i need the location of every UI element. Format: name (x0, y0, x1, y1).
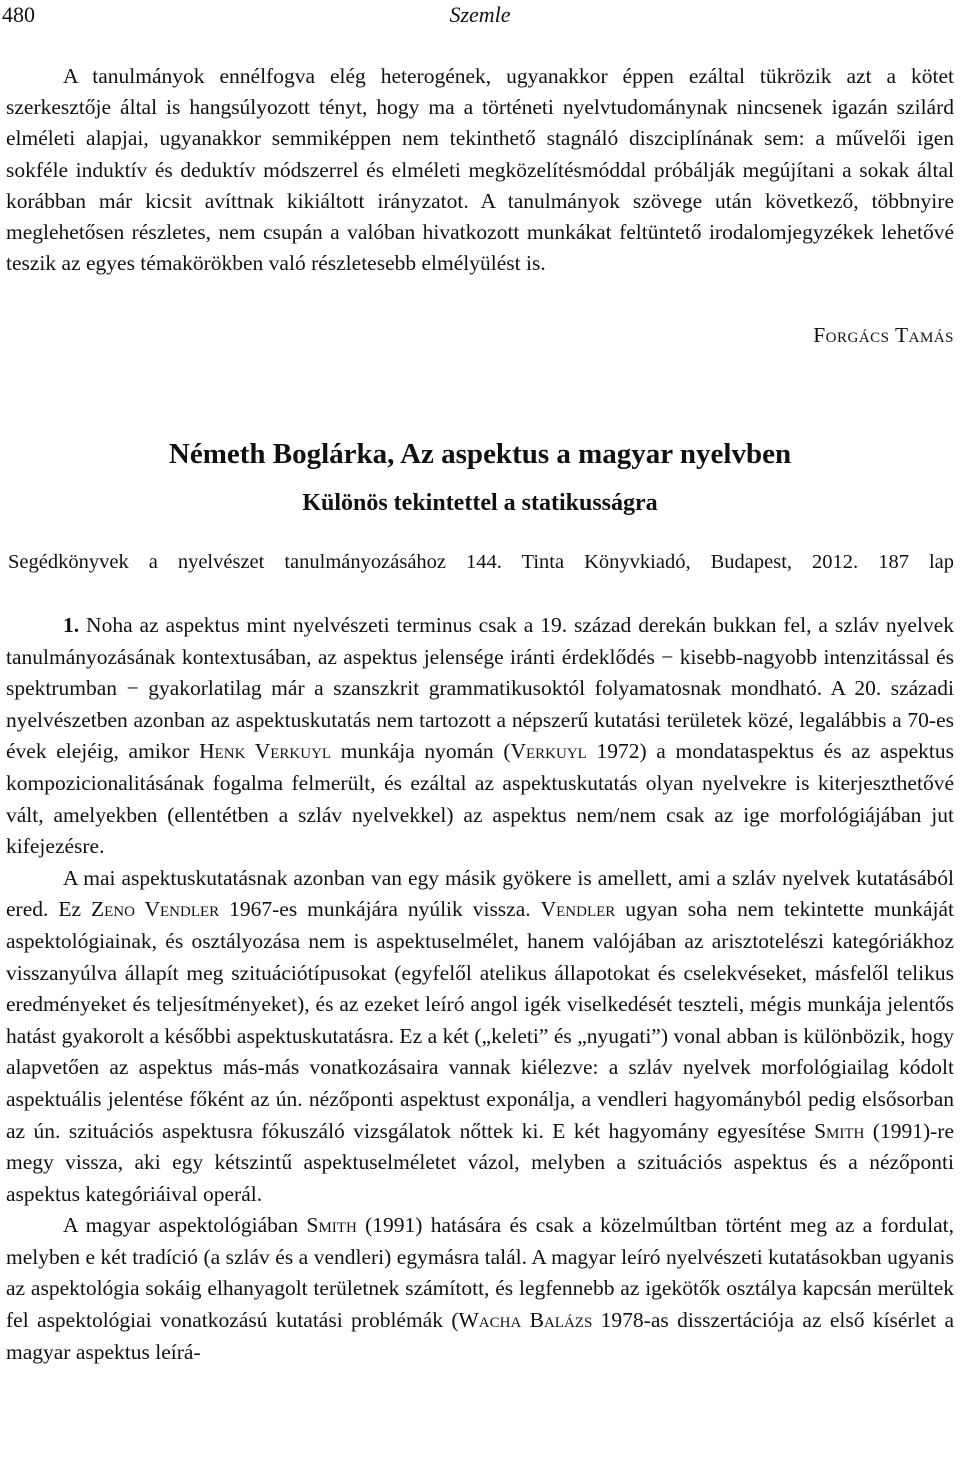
page-header (0, 0, 960, 30)
author-name: Vendler (540, 897, 616, 922)
reviewer-signature: Forgács Tamás (813, 323, 954, 347)
text-run: munkája nyomán ( (331, 739, 511, 764)
author-name: Smith (306, 1213, 357, 1238)
author-name: Smith (814, 1118, 865, 1143)
previous-review-paragraph: A tanulmányok ennélfogva elég heterogének, ugyanakkor éppen ezáltal tükrözik azt a kötet szerkesztője által is hangsúlyozott tényt, hogy ma a történeti nyelvtudománynak nincsenek igazán szilárd elméleti alapjai, ugyanakkor semmiképpen nem tekinthető stagnáló diszciplínának sem: a művelői igen sokféle induktív és deduktív módszerrel és elméleti megközelítésmóddal próbálják megújítani a sokak által korábban már kicsit avíttnak kikiáltott irányzatot. A tanulmányok szövege után következő, többnyire meglehetősen részletes, nem csupán a valóban hivatkozott munkákat feltüntető irodalomjegyzékek lehetővé teszik az egyes témakörökben való részletesebb elmélyülést is. (6, 64, 954, 276)
author-name: Zeno Vendler (90, 897, 220, 922)
text-run: ugyan soha nem tekintette munkáját aspektológiainak, és osztályozása nem is aspektuselmélet, hanem valójában az arisztotelészi kategóriákhoz visszanyúlva állapít meg szituációtípusokat (egyfelől atelikus állapotokat és cselekvéseket, másfelől telikus eredményeket és teljesítményeket), és az ezeket leíró angol igék viselkedését teszteli, mégis munkája jelentős hatást gyakorolt a későbbi aspektuskutatásra. Ez a két („keleti” és „nyugati”) vonal abban is különbözik, hogy alapvetően az aspektus más-más vonatkozásaira vannak kiélezve: a szláv nyelvek morfológiailag kódolt aspektuális jelentése főként az ún. nézőponti aspektust exponálja, a vendleri hagyományból pedig elsősorban az ún. szituációs aspektusra fókuszáló vizsgálatok nőttek ki. E két hagyomány egyesítése (6, 897, 954, 1143)
text-run: 1972) a mondataspektus és az aspektus kompozicionalitásának fogalma felmerült, és ezáltal az aspektuskutatás olyan nyelvekre is kiterjeszthetővé vált, amelyekben (ellentétben a szláv nyelvekkel) az aspektus nem/nem csak az ige morfológiájában jut kifejezésre. (6, 739, 954, 859)
text-run: (1991) hatására és csak a közelmúltban történt meg az a fordulat, melyben e két tradíció (a szláv és a vendleri) egymásra talál. A magyar leíró nyelvészeti kutatásokban ugyanis az aspektológia sokáig elhanyagolt területnek számított, és legfennebb az igekötők osztálya kapcsán merültek fel aspektológiai vonatkozású kutatási problémák ( (6, 1213, 954, 1333)
bibliographic-line: Segédkönyvek a nyelvészet tanulmányozásához 144. Tinta Könyvkiadó, Budapest, 2012. 187 lap (8, 551, 954, 573)
page-number: 480 (2, 2, 35, 27)
author-name: Verkuyl (510, 739, 587, 764)
author-name: Henk Verkuyl (199, 739, 332, 764)
text-run: (1991)-re megy vissza, aki egy kétszintű aspektuselméletet vázol, melyben a szituációs aspektus és a nézőponti aspektus kategóriáival operál. (6, 1118, 954, 1206)
text-run: A mai aspektuskutatásnak azonban van egy másik gyökere is amellett, ami a szláv nyelvek kutatásából ered. Ez (6, 865, 954, 922)
section-number: 1. (63, 613, 80, 637)
running-head: Szemle (449, 2, 511, 27)
text-run: 1967-es munkájára nyúlik vissza. (219, 897, 541, 922)
review-title: Németh Boglárka, Az aspektus a magyar nyelvben (168, 438, 792, 470)
text-run: 1978-as disszertációja az első kísérlet a magyar aspektus leírá- (6, 1308, 954, 1364)
review-subtitle: Különös tekintettel a statikusságra (302, 490, 658, 516)
body-paragraph-1 (6, 610, 954, 863)
text-run: Noha az aspektus mint nyelvészeti terminus csak a 19. század derekán bukkan fel, a szláv nyelvek tanulmányozásának kontextusában, az aspektus jelensége iránti érdeklődés − kisebb-nagyobb intenzitással és spektrumban − gyakorlatilag már a szanszkrit grammatikusoktól folyamatosnak mondható. A 20. századi nyelvészetben azonban az aspektuskutatás nem tartozott a népszerű kutatási területek közé, legalábbis a 70-es évek elejéig, amikor (6, 613, 954, 764)
author-name: Wacha Balázs (458, 1308, 593, 1333)
body-paragraph-2 (6, 863, 954, 1211)
body-paragraph-3 (6, 1210, 954, 1368)
previous-review-ending (6, 61, 954, 279)
review-body (6, 610, 954, 1368)
text-run: A magyar aspektológiában (63, 1213, 307, 1238)
